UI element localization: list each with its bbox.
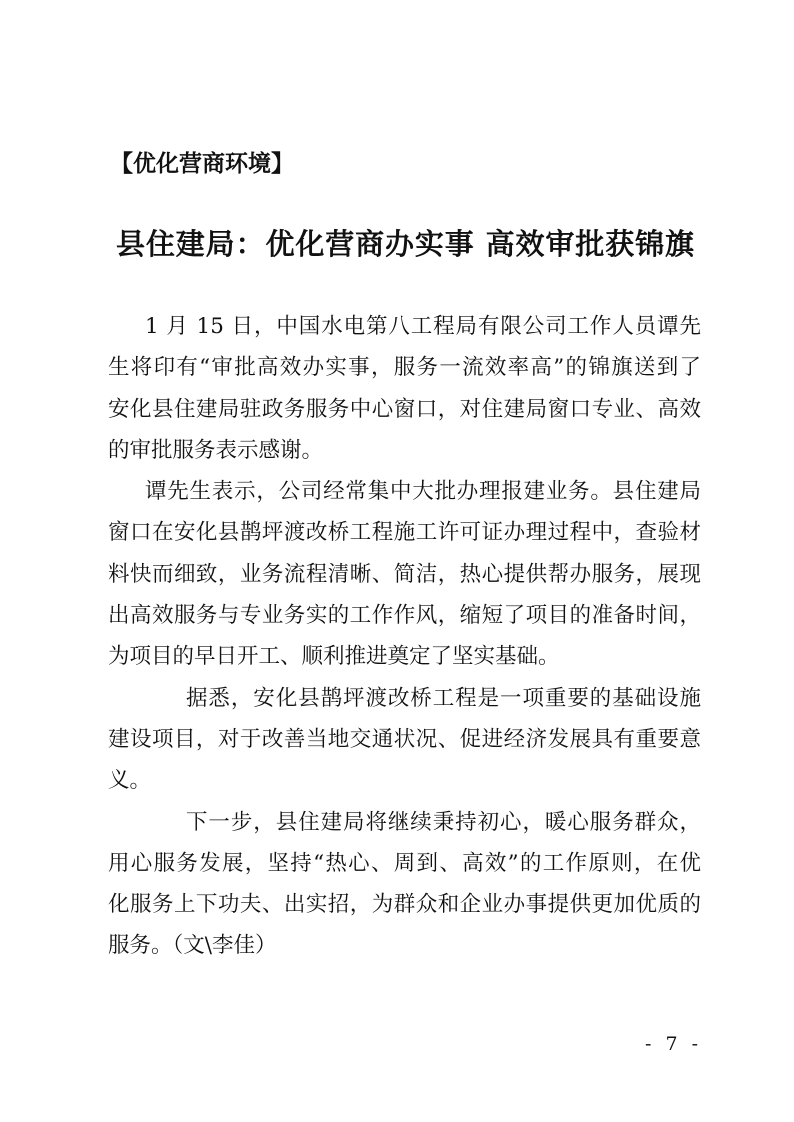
text-line: 化服务上下功夫、出实招，为群众和企业办事提供更加优质的	[108, 892, 701, 918]
paragraph-4	[108, 802, 701, 967]
text-line: 服务。（文\李佳）	[108, 933, 277, 959]
text-line: 安化县住建局驻政务服务中心窗口，对住建局窗口专业、高效	[108, 396, 701, 422]
text-line: 料快而细致，业务流程清晰、简洁，热心提供帮办服务，展现	[108, 561, 701, 587]
paragraph-2	[108, 471, 701, 677]
text-line: 为项目的早日开工、顺利推进奠定了坚实基础。	[108, 644, 560, 670]
text-line: 据悉，安化县鹊坪渡改桥工程是一项重要的基础设施	[186, 685, 701, 711]
text-line: 建设项目，对于改善当地交通状况、促进经济发展具有重要意	[108, 726, 701, 752]
text-line: 谭先生表示，公司经常集中大批办理报建业务。县住建局	[145, 479, 701, 505]
section-tag: 【优化营商环境】	[110, 151, 294, 177]
article-body	[108, 306, 701, 967]
text-line: 出高效服务与专业务实的工作作风，缩短了项目的准备时间，	[108, 603, 701, 629]
text-line: 窗口在安化县鹊坪渡改桥工程施工许可证办理过程中，查验材	[108, 520, 701, 546]
text-line: 生将印有“审批高效办实事，服务一流效率高”的锦旗送到了	[108, 355, 701, 381]
text-line: 用心服务发展，坚持“热心、周到、高效”的工作原则，在优	[108, 850, 701, 876]
paragraph-3	[108, 678, 701, 802]
paragraph-1	[108, 306, 701, 471]
text-line: 下一步，县住建局将继续秉持初心，暖心服务群众，	[186, 809, 701, 835]
article-title: 县住建局：优化营商办实事 高效审批获锦旗	[116, 227, 694, 261]
text-line: 1 月 15 日，中国水电第八工程局有限公司工作人员谭先	[145, 314, 701, 339]
page-number: - 7 -	[645, 1033, 703, 1055]
text-line: 义。	[108, 768, 152, 794]
text-line: 的审批服务表示感谢。	[108, 437, 324, 463]
